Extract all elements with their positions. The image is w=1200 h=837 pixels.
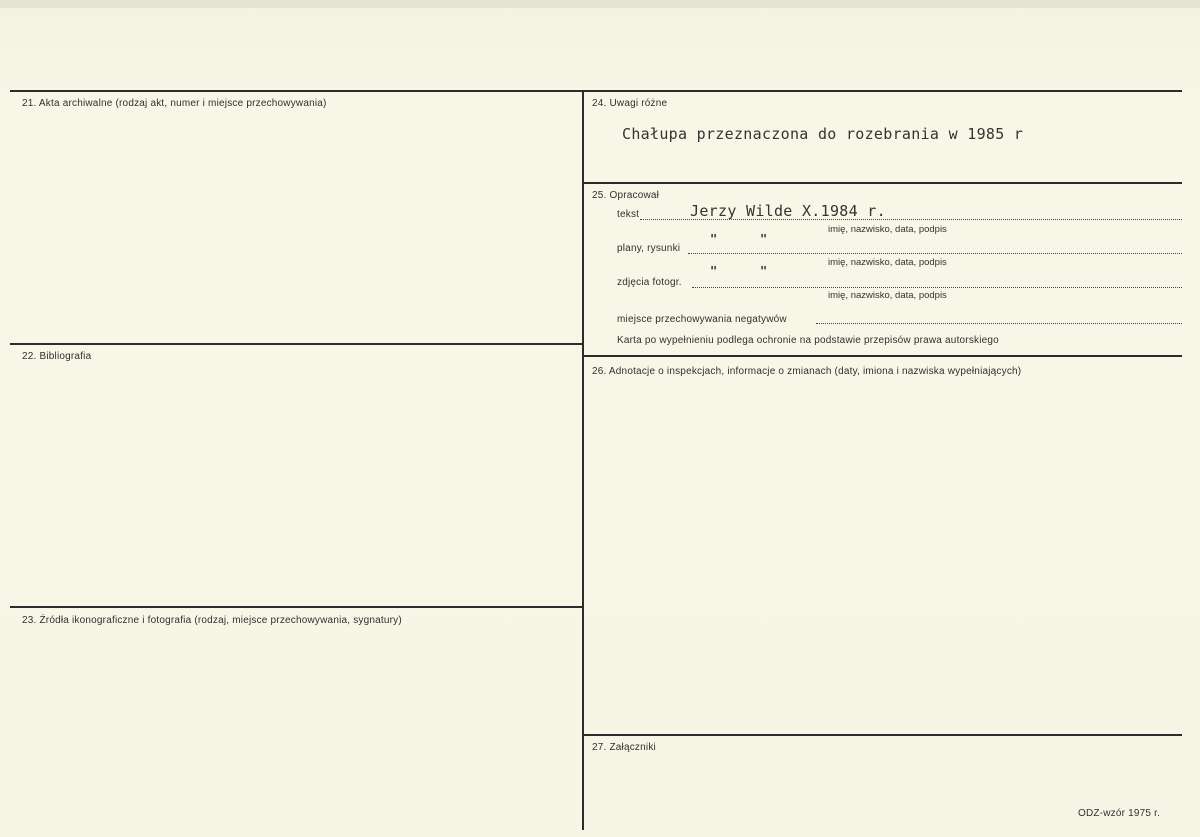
zdjecia-dotted-line — [692, 287, 1182, 288]
rule-25-26 — [584, 355, 1182, 357]
copyright-note: Karta po wypełnieniu podlega ochronie na podstawie przepisów prawa autorskiego — [617, 335, 999, 346]
plany-dotted-line — [688, 253, 1182, 254]
card-top-edge — [0, 0, 1200, 8]
section-26-label: 26. Adnotacje o inspekcjach, informacje o zmianach (daty, imiona i nazwiska wypełniających) — [592, 366, 1022, 377]
rule-21-22 — [10, 343, 582, 345]
top-rule — [10, 90, 1182, 92]
center-divider — [582, 90, 584, 830]
section-23-label: 23. Źródła ikonograficzne i fotografia (rodzaj, miejsce przechowywania, sygnatury) — [22, 615, 402, 626]
section-24-remark: Chałupa przeznaczona do rozebrania w 1985 r — [622, 125, 1024, 143]
plany-label: plany, rysunki — [617, 243, 681, 254]
form-id: ODZ-wzór 1975 r. — [1078, 808, 1161, 819]
section-25-label: 25. Opracował — [592, 190, 660, 201]
zdjecia-ditto-1: " — [710, 264, 718, 278]
plany-ditto-2: " — [760, 232, 768, 246]
section-24-label: 24. Uwagi różne — [592, 98, 668, 109]
negatywy-dotted-line — [816, 323, 1182, 324]
rule-24-25 — [584, 182, 1182, 184]
negatywy-label: miejsce przechowywania negatywów — [617, 314, 787, 325]
plany-ditto-1: " — [710, 232, 718, 246]
zdjecia-caption: imię, nazwisko, data, podpis — [828, 290, 947, 301]
section-27-label: 27. Załączniki — [592, 742, 656, 753]
zdjecia-ditto-2: " — [760, 264, 768, 278]
plany-caption: imię, nazwisko, data, podpis — [828, 257, 947, 268]
section-21-label: 21. Akta archiwalne (rodzaj akt, numer i miejsce przechowywania) — [22, 98, 327, 109]
section-22-label: 22. Bibliografia — [22, 351, 92, 362]
zdjecia-label: zdjęcia fotogr. — [617, 277, 682, 288]
rule-26-27 — [584, 734, 1182, 736]
tekst-value: Jerzy Wilde X.1984 r. — [690, 202, 886, 220]
rule-22-23 — [10, 606, 582, 608]
tekst-label: tekst — [617, 209, 640, 220]
tekst-caption: imię, nazwisko, data, podpis — [828, 224, 947, 235]
